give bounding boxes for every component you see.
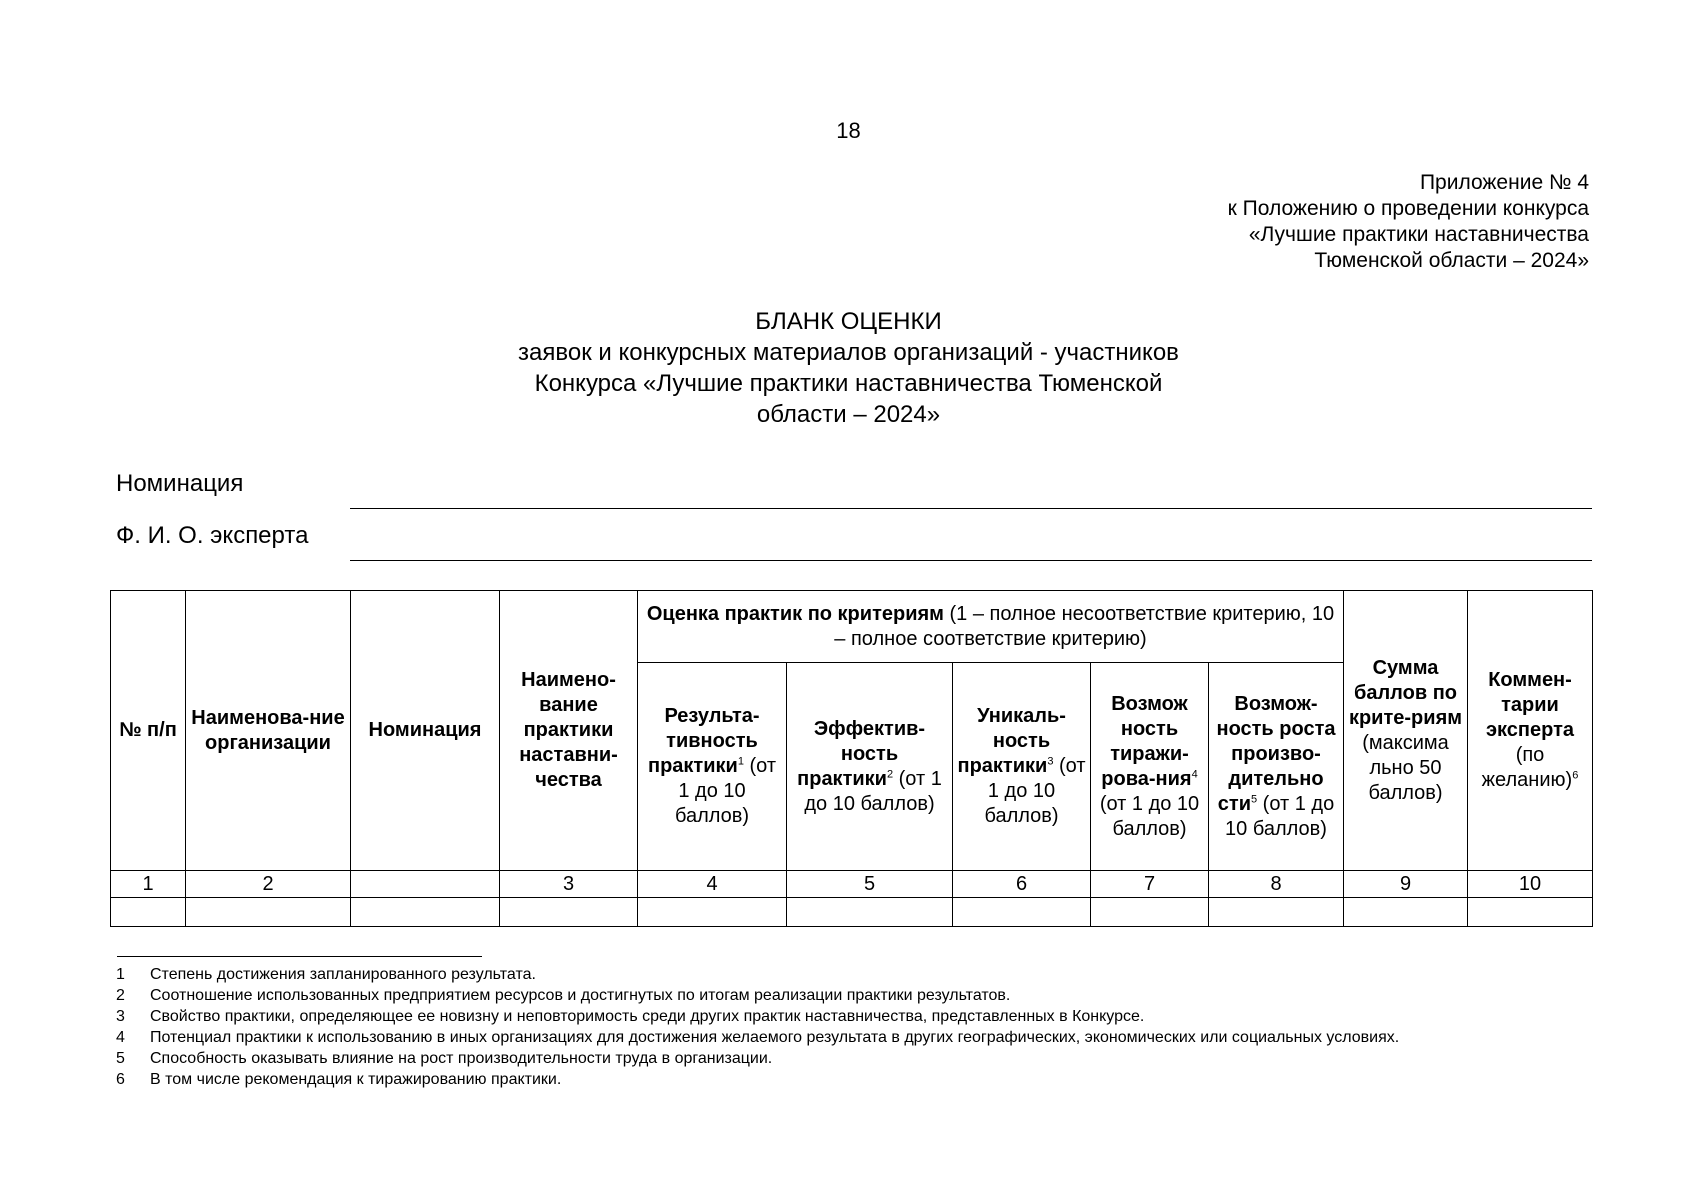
footnote: [116, 1069, 1399, 1090]
criterion-scale: (от 1 до 10 баллов): [804, 767, 942, 815]
header-criteria: [638, 591, 1344, 663]
header-criterion-effectiveness: [638, 663, 787, 871]
criterion-title: Возмож-ность роста произво-дительно сти: [1216, 692, 1336, 815]
entry-cell[interactable]: [1344, 898, 1468, 927]
criterion-title: Результа-тивность практики: [647, 705, 760, 777]
footnote-number: 2: [116, 987, 125, 1004]
footnote-ref: 3: [1047, 755, 1054, 768]
header-criteria-scale: (1 – полное несоответствие критерию, 10 – полное соответствие критерию): [834, 602, 1335, 650]
appendix-line: Тюменской области – 2024»: [1314, 249, 1589, 272]
footnote: [116, 1006, 1399, 1027]
column-number: 5: [787, 871, 953, 898]
column-number: 6: [953, 871, 1091, 898]
header-organization: Наименова-ние организации: [186, 591, 351, 871]
footnote-separator: [117, 956, 482, 957]
header-criterion-productivity: [1209, 663, 1344, 871]
column-number: 3: [500, 871, 638, 898]
header-comments-note: (по желанию): [1481, 744, 1573, 791]
footnote-number: 1: [116, 966, 125, 983]
nomination-label: Номинация: [116, 470, 244, 497]
footnote: [116, 985, 1399, 1006]
appendix-line: Приложение № 4: [1419, 171, 1589, 194]
entry-cell[interactable]: [1468, 898, 1593, 927]
title-line: Конкурса «Лучшие практики наставничества Тюменской: [534, 370, 1163, 397]
column-number: 8: [1209, 871, 1344, 898]
appendix-reference: [1228, 170, 1589, 274]
column-number: 10: [1468, 871, 1593, 898]
title-heading: БЛАНК ОЦЕНКИ: [755, 308, 942, 335]
footnote-text: Потенциал практики к использованию в иных организациях для достижения желаемого результата в других географических, экономических или социальных условиях.: [150, 1029, 1400, 1046]
footnote-ref: 6: [1572, 769, 1579, 782]
footnote-ref: 5: [1251, 792, 1258, 805]
criterion-title: Эффектив-ность практики: [797, 717, 926, 790]
header-total-title: Сумма баллов по крите-риям: [1348, 656, 1463, 729]
column-number: 2: [186, 871, 351, 898]
header-criteria-title: Оценка практик по критериям: [646, 602, 944, 625]
expert-name-label: Ф. И. О. эксперта: [116, 522, 309, 549]
header-nomination: Номинация: [351, 591, 500, 871]
empty-entry-row: [111, 898, 1593, 927]
appendix-line: «Лучшие практики наставничества: [1248, 223, 1589, 246]
entry-cell[interactable]: [111, 898, 186, 927]
header-total-score: [1344, 591, 1468, 871]
footnote-number: 3: [116, 1008, 125, 1025]
header-criterion-efficiency: [787, 663, 953, 871]
footnote-text: Свойство практики, определяющее ее новизну и неповторимость среди других практик наставничества, представленных в Конкурсе.: [150, 1008, 1145, 1025]
column-number: [351, 871, 500, 898]
criterion-scale: (от 1 до 10 баллов): [1099, 792, 1200, 840]
entry-cell[interactable]: [186, 898, 351, 927]
title-line: заявок и конкурсных материалов организаций - участников: [518, 339, 1179, 366]
evaluation-table: [110, 590, 1593, 927]
footnote-text: Степень достижения запланированного результата.: [150, 966, 536, 983]
footnote-number: 6: [116, 1071, 125, 1088]
footnote-text: Соотношение использованных предприятием ресурсов и достигнутых по итогам реализации практики результатов.: [150, 987, 1011, 1004]
footnote-number: 5: [116, 1050, 125, 1067]
entry-cell[interactable]: [638, 898, 787, 927]
criterion-scale: (от 1 до 10 баллов): [984, 755, 1086, 827]
footnote-ref: 2: [886, 767, 894, 780]
header-total-note: (максима льно 50 баллов): [1362, 731, 1449, 804]
header-expert-comments: [1468, 591, 1593, 871]
header-criterion-uniqueness: [953, 663, 1091, 871]
footnote: [116, 1048, 1399, 1069]
footnote: [116, 1027, 1399, 1048]
criterion-scale: (от 1 до 10 баллов): [1225, 792, 1335, 840]
document-title: [0, 306, 1697, 430]
footnote-number: 4: [116, 1029, 125, 1046]
column-number: 7: [1091, 871, 1209, 898]
criterion-title: Уникаль-ность практики: [957, 705, 1066, 777]
criterion-title: Возмож ность тиражи-рова-ния: [1101, 692, 1192, 790]
footnote-ref: 4: [1191, 767, 1198, 780]
entry-cell[interactable]: [1209, 898, 1344, 927]
footnote-ref: 1: [737, 755, 744, 768]
header-comments-title: Коммен-тарии эксперта: [1486, 669, 1574, 741]
appendix-line: к Положению о проведении конкурса: [1227, 197, 1589, 220]
nomination-field-line[interactable]: [350, 508, 1592, 509]
column-number: 1: [111, 871, 186, 898]
column-number: 4: [638, 871, 787, 898]
entry-cell[interactable]: [953, 898, 1091, 927]
criterion-scale: (от 1 до 10 баллов): [674, 755, 776, 827]
expert-name-field-line[interactable]: [350, 560, 1592, 561]
title-line: области – 2024»: [756, 401, 941, 428]
header-criterion-replicability: [1091, 663, 1209, 871]
entry-cell[interactable]: [1091, 898, 1209, 927]
column-number-row: [111, 871, 1593, 898]
footnote-text: Способность оказывать влияние на рост производительности труда в организации.: [150, 1050, 773, 1067]
footnote: [116, 964, 1399, 985]
footnotes: [116, 964, 1399, 1090]
column-number: 9: [1344, 871, 1468, 898]
entry-cell[interactable]: [500, 898, 638, 927]
header-practice-name: Наимено-вание практики наставни-чества: [500, 591, 638, 871]
footnote-text: В том числе рекомендация к тиражированию практики.: [150, 1071, 562, 1088]
header-row-number: № п/п: [111, 591, 186, 871]
page-number: 18: [836, 118, 861, 143]
entry-cell[interactable]: [351, 898, 500, 927]
entry-cell[interactable]: [787, 898, 953, 927]
